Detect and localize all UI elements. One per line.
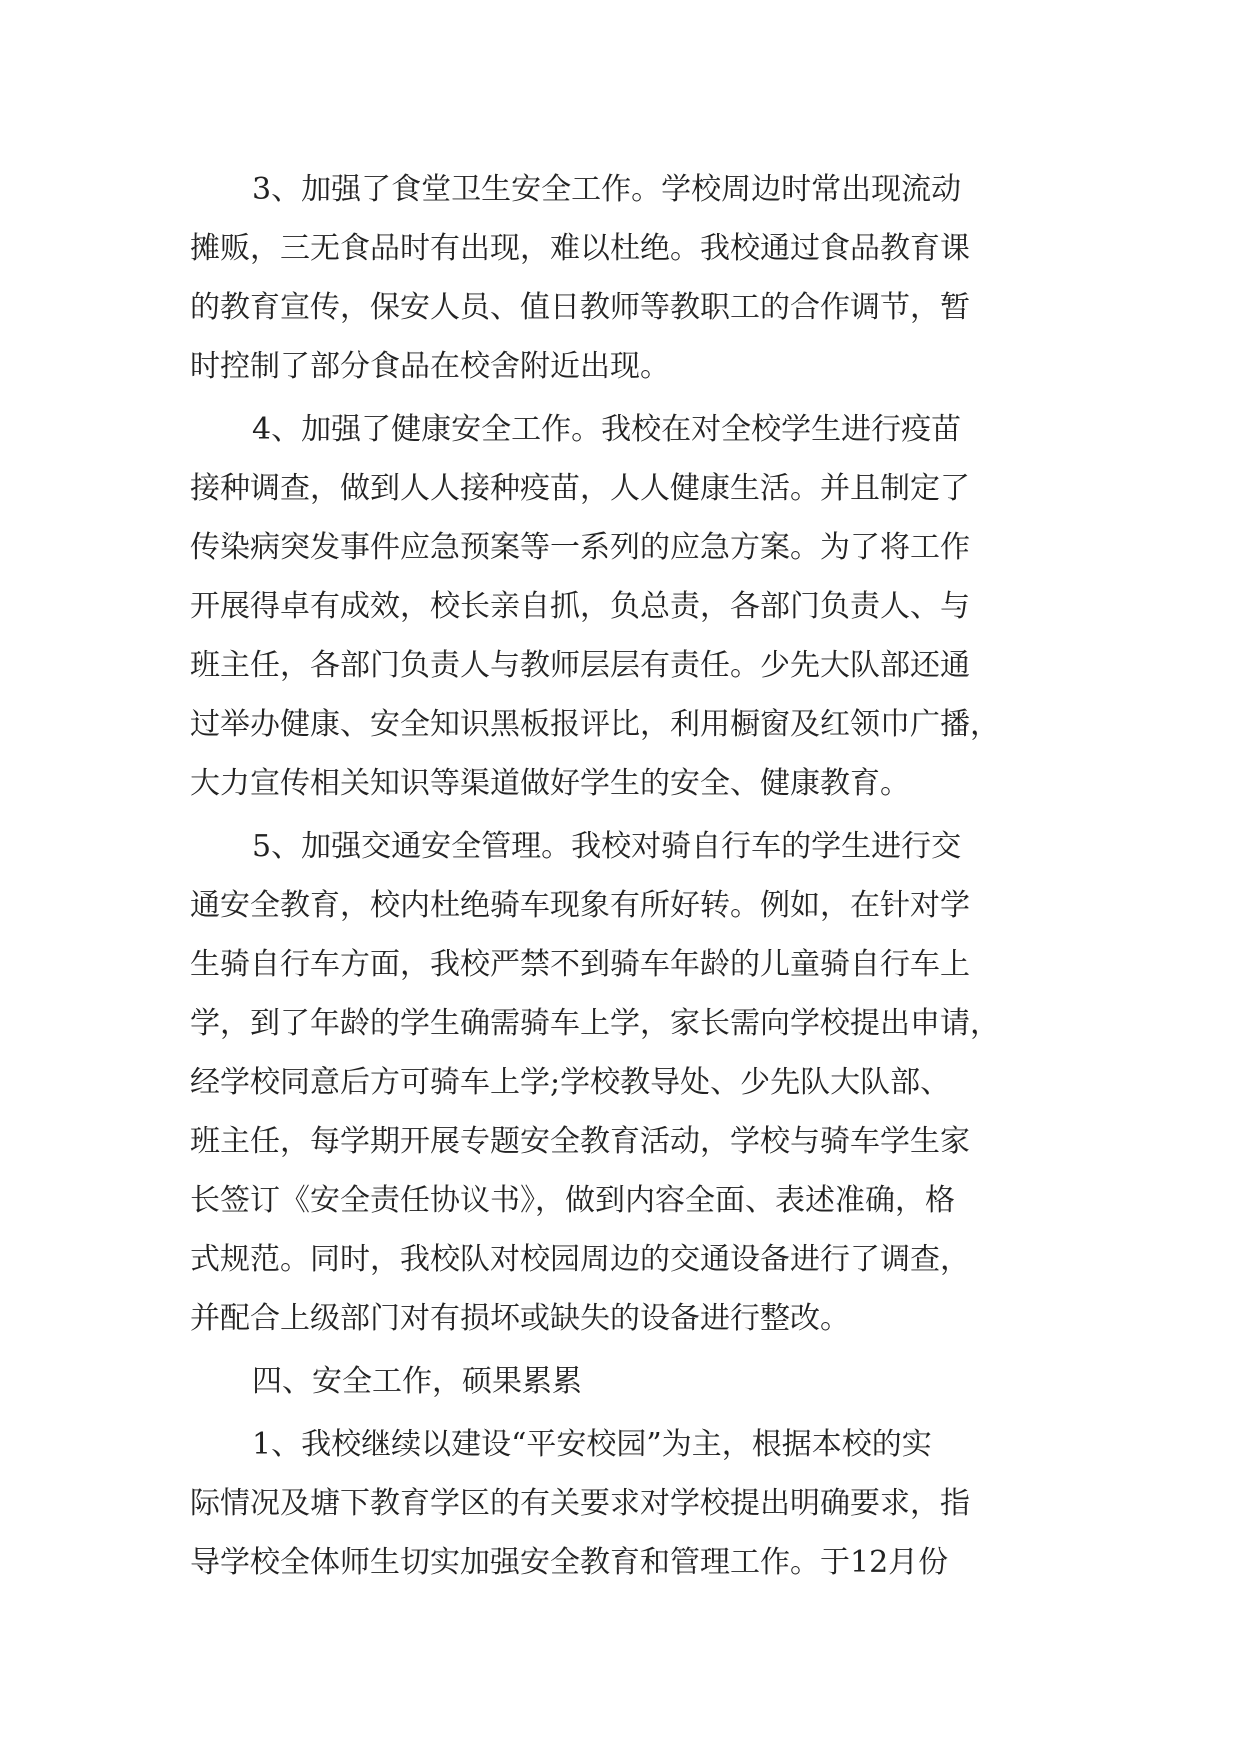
paragraph-line: 经学校同意后方可骑车上学;学校教导处、少先队大队部、 xyxy=(190,1065,951,1100)
paragraph-line: 通安全教育，校内杜绝骑车现象有所好转。例如，在针对学 xyxy=(190,888,970,923)
paragraph-line: 长签订《安全责任协议书》，做到内容全面、表述准确，格 xyxy=(190,1183,955,1218)
section-heading: 四、安全工作，硕果累累 xyxy=(252,1364,582,1399)
paragraph-line: 生骑自行车方面，我校严禁不到骑车年龄的儿童骑自行车上 xyxy=(190,947,970,982)
paragraph-line: 过举办健康、安全知识黑板报评比，利用橱窗及红领巾广播， xyxy=(190,707,1000,742)
paragraph-line: 并配合上级部门对有损坏或缺失的设备进行整改。 xyxy=(190,1301,850,1336)
paragraph-line: 的教育宣传，保安人员、值日教师等教职工的合作调节，暂 xyxy=(190,290,970,325)
paragraph-line: 学，到了年龄的学生确需骑车上学，家长需向学校提出申请， xyxy=(190,1006,1000,1041)
paragraph-line: 班主任，每学期开展专题安全教育活动，学校与骑车学生家 xyxy=(190,1124,970,1159)
paragraph-line: 4、加强了健康安全工作。我校在对全校学生进行疫苗 xyxy=(252,412,962,447)
paragraph-line: 5、加强交通安全管理。我校对骑自行车的学生进行交 xyxy=(252,829,962,864)
paragraph-line: 式规范。同时，我校队对校园周边的交通设备进行了调查， xyxy=(190,1242,970,1277)
paragraph-line: 大力宣传相关知识等渠道做好学生的安全、健康教育。 xyxy=(190,766,910,801)
paragraph-line: 际情况及塘下教育学区的有关要求对学校提出明确要求，指 xyxy=(190,1486,970,1521)
paragraph-line: 开展得卓有成效，校长亲自抓，负总责，各部门负责人、与 xyxy=(190,589,970,624)
document-body xyxy=(190,160,1070,1592)
paragraph-line: 班主任，各部门负责人与教师层层有责任。少先大队部还通 xyxy=(190,648,970,683)
paragraph-line: 接种调查，做到人人接种疫苗，人人健康生活。并且制定了 xyxy=(190,471,970,506)
paragraph-line: 摊贩，三无食品时有出现，难以杜绝。我校通过食品教育课 xyxy=(190,231,970,266)
paragraph-line: 导学校全体师生切实加强安全教育和管理工作。于12月份 xyxy=(190,1545,949,1580)
paragraph-line: 3、加强了食堂卫生安全工作。学校周边时常出现流动 xyxy=(252,172,962,207)
paragraph-line: 传染病突发事件应急预案等一系列的应急方案。为了将工作 xyxy=(190,530,970,565)
paragraph-line: 1、我校继续以建设“平安校园”为主，根据本校的实 xyxy=(252,1427,932,1462)
paragraph-line: 时控制了部分食品在校舍附近出现。 xyxy=(190,349,670,384)
